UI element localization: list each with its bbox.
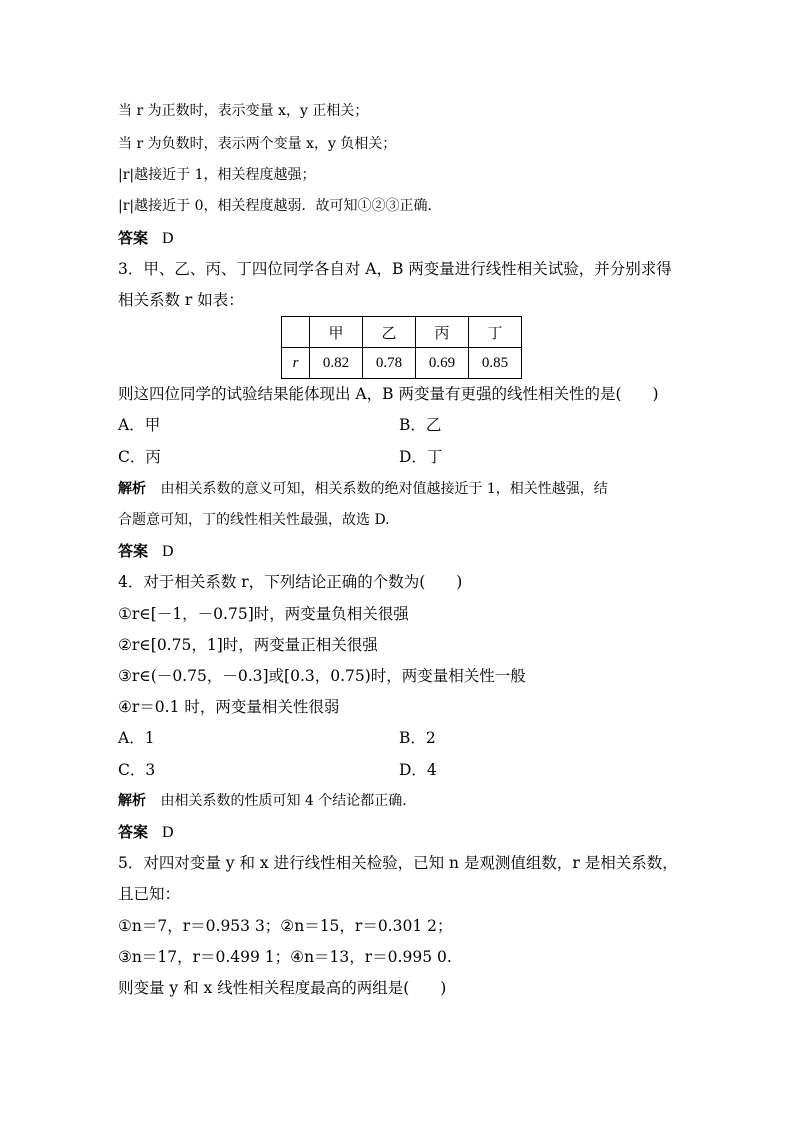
table-cell: 0.69 <box>416 348 469 379</box>
option: A．甲 <box>118 416 161 434</box>
q3-analysis-line2: 合题意可知，丁的线性相关性最强，故选 D. <box>118 512 390 528</box>
analysis-text: 由相关系数的性质可知 4 个结论都正确． <box>160 793 417 809</box>
table-cell: 0.82 <box>310 348 363 379</box>
correlation-table <box>281 316 522 379</box>
answer-value: D <box>162 230 174 247</box>
answer-value: D <box>162 543 174 560</box>
q4-item: ①r∈[－1，－0.75]时，两变量负相关很强 <box>118 605 409 623</box>
table-header-cell: 乙 <box>363 317 416 348</box>
table-header-row <box>282 317 522 348</box>
solution-line: |r|越接近于 1，相关程度越强； <box>118 167 316 183</box>
analysis-label: 解析 <box>118 481 146 497</box>
table-cell: 0.78 <box>363 348 416 379</box>
q4-item: ④r＝0.1 时，两变量相关性很弱 <box>118 698 340 716</box>
q3-stem-line1: 3．甲、乙、丙、丁四位同学各自对 A，B 两变量进行线性相关试验，并分别求得 <box>118 260 672 278</box>
q3-stem-line2: 相关系数 r 如表： <box>118 291 244 309</box>
q4-analysis <box>118 791 416 811</box>
q3-question: 则这四位同学的试验结果能体现出 A，B 两变量有更强的线性相关性的是( ) <box>118 385 659 403</box>
table-row <box>282 348 522 379</box>
q3-analysis-line1 <box>118 479 608 499</box>
table-header-cell: 丁 <box>469 317 522 348</box>
q4-answer <box>118 822 174 843</box>
option: A．1 <box>118 729 155 747</box>
answer-label: 答案 <box>118 542 149 560</box>
option: C．丙 <box>118 448 161 466</box>
q5-data-line2: ③n＝17，r＝0.499 1；④n＝13，r＝0.995 0. <box>118 948 452 966</box>
q4-item: ②r∈[0.75，1]时，两变量正相关很强 <box>118 636 378 654</box>
answer-label: 答案 <box>118 229 149 247</box>
table-cell <box>282 317 310 348</box>
q4-item: ③r∈(－0.75，－0.3]或[0.3，0.75)时，两变量相关性一般 <box>118 667 526 685</box>
table-header-cell: 丙 <box>416 317 469 348</box>
option: D．丁 <box>399 448 443 466</box>
q5-stem-line1: 5．对四对变量 y 和 x 进行线性相关检验，已知 n 是观测值组数，r 是相关系数， <box>118 854 678 872</box>
option: B．2 <box>399 729 436 747</box>
solution-line: 当 r 为负数时，表示两个变量 x，y 负相关； <box>118 136 397 152</box>
answer-value: D <box>162 824 174 841</box>
analysis-text: 由相关系数的意义可知，相关系数的绝对值越接近于 1，相关性越强，结 <box>160 481 608 497</box>
table-row-label: r <box>282 348 310 379</box>
q4-stem: 4．对于相关系数 r，下列结论正确的个数为( ) <box>118 573 463 591</box>
option: C．3 <box>118 761 156 779</box>
answer-label: 答案 <box>118 823 149 841</box>
analysis-label: 解析 <box>118 793 146 809</box>
solution-line: 当 r 为正数时，表示变量 x，y 正相关； <box>118 103 369 119</box>
q5-question: 则变量 y 和 x 线性相关程度最高的两组是( ) <box>118 979 447 997</box>
table-header-cell: 甲 <box>310 317 363 348</box>
option: D．4 <box>399 761 437 779</box>
q5-data-line1: ①n＝7，r＝0.953 3；②n＝15，r＝0.301 2； <box>118 917 453 935</box>
table-cell: 0.85 <box>469 348 522 379</box>
q3-answer <box>118 541 174 562</box>
q5-stem-line2: 且已知： <box>118 885 181 903</box>
q2-answer <box>118 228 174 249</box>
solution-line: |r|越接近于 0，相关程度越弱．故可知①②③正确． <box>118 198 442 214</box>
option: B．乙 <box>399 416 442 434</box>
